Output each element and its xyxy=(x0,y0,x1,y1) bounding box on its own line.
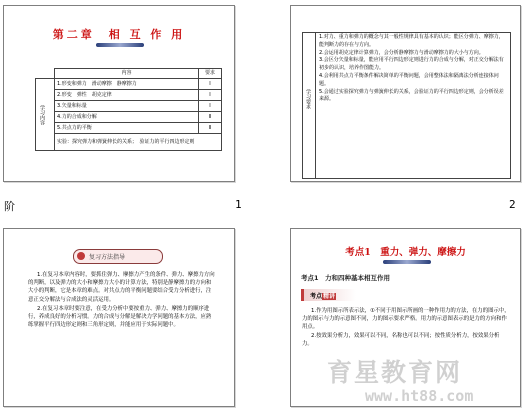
slide-thumbnail-2[interactable] xyxy=(290,5,521,182)
table-cell: 1.形变和弹力 滑动摩擦 静摩擦力 xyxy=(55,79,199,90)
table-cell: Ⅰ xyxy=(199,90,222,101)
topic-subtitle: 考点1 力和四种基本相互作用 xyxy=(301,274,391,282)
paragraph: 1.作为用图示所表示法，①不同于用图示所画的一种作用力的方法，在力的图示中，力的图示与力的示意图不同，力的图示要求严格。用力的示意图表示的是力的方向和作用点。 xyxy=(302,308,510,331)
table-cell: 3.矢量和标量 xyxy=(55,101,199,112)
table-cell: Ⅱ xyxy=(199,123,222,134)
table-cell: Ⅰ xyxy=(199,79,222,90)
paragraph: 2.在复习本章时要注意，在受力分析中要按重力、弹力、摩擦力的顺序进行，养成良好的分析习惯。力的合成与分解是解决力学问题的基本方法，应熟练掌握平行四边形定则和三角形定则，并能应用于实际问题中。 xyxy=(28,305,212,329)
paragraph: 1.在复习本章内容时，要抓住弹力、摩擦力产生的条件、弹力、摩擦力方向的判断，以及弹力的大小和摩擦力大小的计算方法，特别是静摩擦力的方向和大小的判断，它是本章的难点。对共点力的平衡问题要结合受力分析进行，注意正交分解法与合成法的灵活运用。 xyxy=(28,272,215,303)
requirements-box xyxy=(302,32,511,179)
table-note: 实验：探究弹力和弹簧伸长的关系； 验证力的平行四边形定则 xyxy=(55,134,222,151)
requirements-text: 1.对力、重力和弹力的概念与其一般性规律具有基本的认识；能区分弹力、摩擦力，能判断力的存在与方向。 2.会运用胡克定律计算弹力，会分析静摩擦力与滑动摩擦力的大小与方向。 3.会区分矢量和标量，能应用平行四边形定则进行力的合成与分解，对正交分解法有初步的认识，培养作图能力。 4.会利用共点力平衡条件解决简单的平衡问题，会用整体法和隔离法分析连接体问题。 5.会通过实验探究弹力与弹簧伸长的关系，会验证力的平行四边形定则，会分析误差来源。 xyxy=(319,34,504,103)
table-cell: 4.力的合成和分解 xyxy=(55,112,199,123)
badge-highlight: 精讲 xyxy=(323,293,336,300)
table-cell: Ⅱ xyxy=(199,112,222,123)
table-row xyxy=(36,112,222,123)
table-row xyxy=(36,134,222,151)
table-cell: 2.形变 弹性 胡克定律 xyxy=(55,90,199,101)
slide-thumbnail-4[interactable] xyxy=(290,228,521,407)
slide-title: 考点1 重力、弹力、摩擦力 xyxy=(345,247,466,258)
title-ornament xyxy=(96,43,144,47)
table-row xyxy=(36,79,222,90)
title-ornament xyxy=(383,260,431,264)
page-number-1: 1 xyxy=(235,198,242,211)
table-header-requirement: 要求 xyxy=(199,69,222,79)
watermark-text: 育星教育网 xyxy=(327,358,463,387)
explain-badge xyxy=(301,289,356,301)
page-number-2: 2 xyxy=(509,198,516,211)
table-header-content: 内容 xyxy=(55,69,199,79)
table-side-label: 学习内容 xyxy=(39,104,45,125)
table-row xyxy=(36,90,222,101)
paragraph: 2.按效果分析力，效果可以不同，名称也可以不同；按性质分析力，按效果分析力。 xyxy=(302,332,500,347)
requirements-side-label: 学习要求 xyxy=(305,89,311,109)
section-pill-label: 复习方法指导 xyxy=(89,254,126,261)
requirements-side-column xyxy=(303,33,316,178)
bullet-icon xyxy=(77,252,85,260)
slide-title: 第二章 相 互 作 用 xyxy=(52,28,186,41)
method-guide-body xyxy=(28,271,216,330)
section-pill xyxy=(73,249,163,264)
table-cell: 5.共点力的平衡 xyxy=(55,123,199,134)
badge-prefix: 考点 xyxy=(310,293,323,300)
corner-label: 阶 xyxy=(4,200,15,213)
slide-thumbnail-1[interactable] xyxy=(3,5,235,182)
table-cell: Ⅰ xyxy=(199,101,222,112)
content-table xyxy=(35,68,222,151)
table-row xyxy=(36,101,222,112)
table-row xyxy=(36,123,222,134)
topic-body xyxy=(302,307,510,348)
watermark-url: www.ht88.com xyxy=(365,387,474,405)
slide-thumbnail-3[interactable] xyxy=(3,228,235,407)
